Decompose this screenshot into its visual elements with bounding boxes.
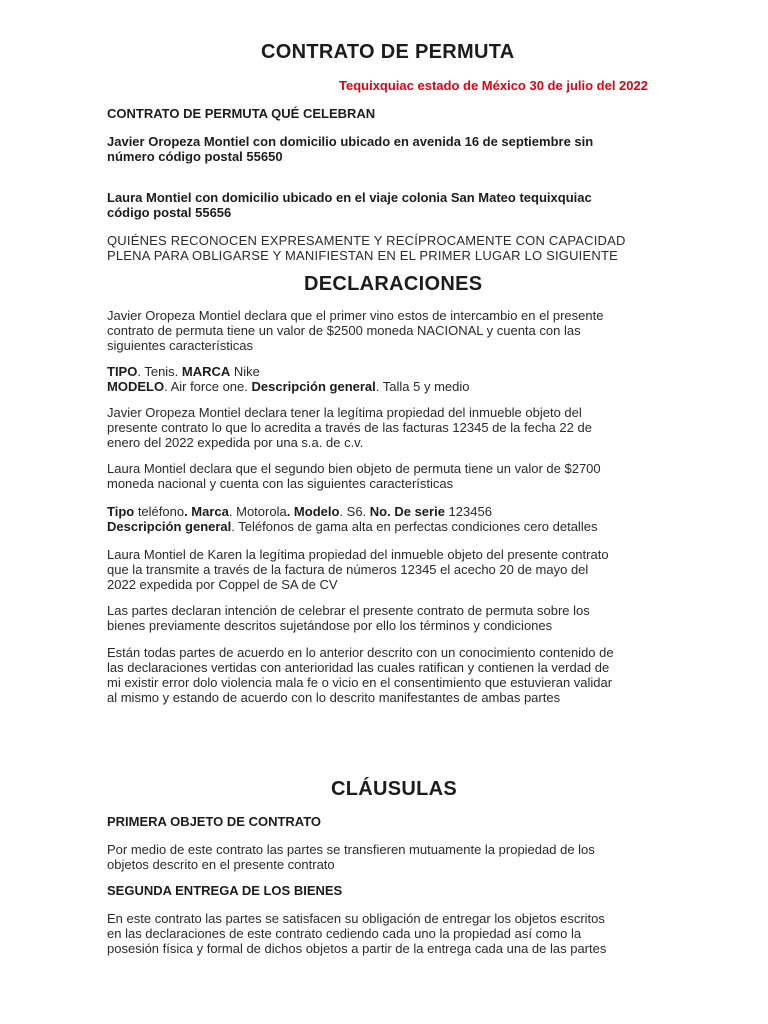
clause1-body <box>107 842 595 872</box>
declaration-line: Están todas partes de acuerdo en lo anterior descrito con un conocimiento contenido de <box>107 645 614 660</box>
declaration-5 <box>107 603 590 633</box>
item2-marca-value: . Motorola <box>228 504 287 519</box>
item1-line-1 <box>107 364 469 379</box>
intro-heading: CONTRATO DE PERMUTA QUÉ CELEBRAN <box>107 106 376 121</box>
declaration-line: siguientes características <box>107 338 253 353</box>
recognition-line: PLENA PARA OBLIGARSE Y MANIFIESTAN EN EL PRIMER LUGAR LO SIGUIENTE <box>107 248 618 263</box>
clause-line: En este contrato las partes se satisfacen su obligación de entregar los objetos escritos <box>107 911 605 926</box>
item1-desc-label: Descripción general <box>251 379 376 394</box>
clause-line: Por medio de este contrato las partes se transfieren mutuamente la propiedad de los <box>107 842 595 857</box>
clausulas-heading: CLÁUSULAS <box>331 778 458 800</box>
party1-line: Javier Oropeza Montiel con domicilio ubicado en avenida 16 de septiembre sin <box>107 134 594 149</box>
declaration-6 <box>107 645 614 705</box>
clause-line: posesión física y formal de dichos objetos a partir de la entrega cada una de las partes <box>107 941 607 956</box>
declaraciones-heading: DECLARACIONES <box>304 273 483 295</box>
declaration-line: Las partes declaran intención de celebrar el presente contrato de permuta sobre los <box>107 603 590 618</box>
item2-tipo-value: teléfono <box>134 504 185 519</box>
item2-line-1 <box>107 504 597 519</box>
declaration-2 <box>107 405 592 450</box>
declaration-4 <box>107 547 609 592</box>
item1-marca-label: MARCA <box>181 364 231 379</box>
declaration-1 <box>107 308 603 353</box>
item1-tipo-label: TIPO <box>107 364 138 379</box>
item1-line-2 <box>107 379 469 394</box>
declaration-line: las declaraciones vertidas con anterioridad las cuales ratifican y contienen la verdad de <box>107 660 610 675</box>
declaration-line: presente contrato lo que lo acredita a través de las facturas 12345 de la fecha 22 de <box>107 420 592 435</box>
item2-modelo-label: . Modelo <box>286 504 340 519</box>
item1-modelo-value: . Air force one. <box>164 379 252 394</box>
item2-modelo-value: . S6. <box>339 504 370 519</box>
item2-serie-value: 123456 <box>444 504 492 519</box>
recognition-line: QUIÉNES RECONOCEN EXPRESAMENTE Y RECÍPROCAMENTE CON CAPACIDAD <box>107 233 626 248</box>
item1-specs <box>107 364 469 394</box>
item1-tipo-value: . Tenis. <box>137 364 182 379</box>
declaration-line: contrato de permuta tiene un valor de $2500 moneda NACIONAL y cuenta con las <box>107 323 581 338</box>
declaration-3 <box>107 461 601 491</box>
declaration-line: 2022 expedida por Coppel de SA de CV <box>107 577 338 592</box>
party2-paragraph <box>107 190 592 220</box>
item2-serie-label: No. De serie <box>369 504 445 519</box>
item2-desc-label: Descripción general <box>107 519 232 534</box>
item2-line-2 <box>107 519 597 534</box>
item2-tipo-label: Tipo <box>107 504 135 519</box>
party1-paragraph <box>107 134 593 164</box>
declaration-line: enero del 2022 expedida por una s.a. de c.v. <box>107 435 364 450</box>
recognition-paragraph <box>107 233 626 263</box>
party2-line: Laura Montiel con domicilio ubicado en el viaje colonia San Mateo tequixquiac <box>107 190 592 205</box>
declaration-line: al mismo y estando de acuerdo con lo descrito manifestantes de ambas partes <box>107 690 561 705</box>
declaration-line: Javier Oropeza Montiel declara tener la legítima propiedad del inmueble objeto del <box>107 405 582 420</box>
clause2-body <box>107 911 606 956</box>
item1-marca-value: Nike <box>230 364 260 379</box>
declaration-line: que la transmite a través de la factura de números 12345 el acecho 20 de mayo del <box>107 562 589 577</box>
document-title: CONTRATO DE PERMUTA <box>261 41 515 63</box>
declaration-line: Javier Oropeza Montiel declara que el primer vino estos de intercambio en el presente <box>107 308 604 323</box>
item2-specs <box>107 504 597 534</box>
declaration-line: Laura Montiel declara que el segundo bien objeto de permuta tiene un valor de $2700 <box>107 461 601 476</box>
clause1-heading: PRIMERA OBJETO DE CONTRATO <box>107 814 322 829</box>
item1-desc-value: . Talla 5 y medio <box>375 379 470 394</box>
item1-modelo-label: MODELO <box>107 379 165 394</box>
party1-line: número código postal 55650 <box>107 149 283 164</box>
declaration-line: Laura Montiel de Karen la legítima propiedad del inmueble objeto del presente contrato <box>107 547 609 562</box>
item2-desc-value: . Teléfonos de gama alta en perfectas condiciones cero detalles <box>231 519 598 534</box>
declaration-line: bienes previamente descritos sujetándose por ello los términos y condiciones <box>107 618 553 633</box>
clause2-heading: SEGUNDA ENTREGA DE LOS BIENES <box>107 883 343 898</box>
party2-line: código postal 55656 <box>107 205 232 220</box>
item2-marca-label: . Marca <box>184 504 229 519</box>
clause-line: en las declaraciones de este contrato cediendo cada uno la propiedad así como la <box>107 926 582 941</box>
declaration-line: moneda nacional y cuenta con las siguientes características <box>107 476 454 491</box>
date-line: Tequixquiac estado de México 30 de julio del 2022 <box>339 78 648 93</box>
clause-line: objetos descrito en el presente contrato <box>107 857 335 872</box>
declaration-line: mi existir error dolo violencia mala fe o vicio en el consentimiento que estuvieran validar <box>107 675 613 690</box>
